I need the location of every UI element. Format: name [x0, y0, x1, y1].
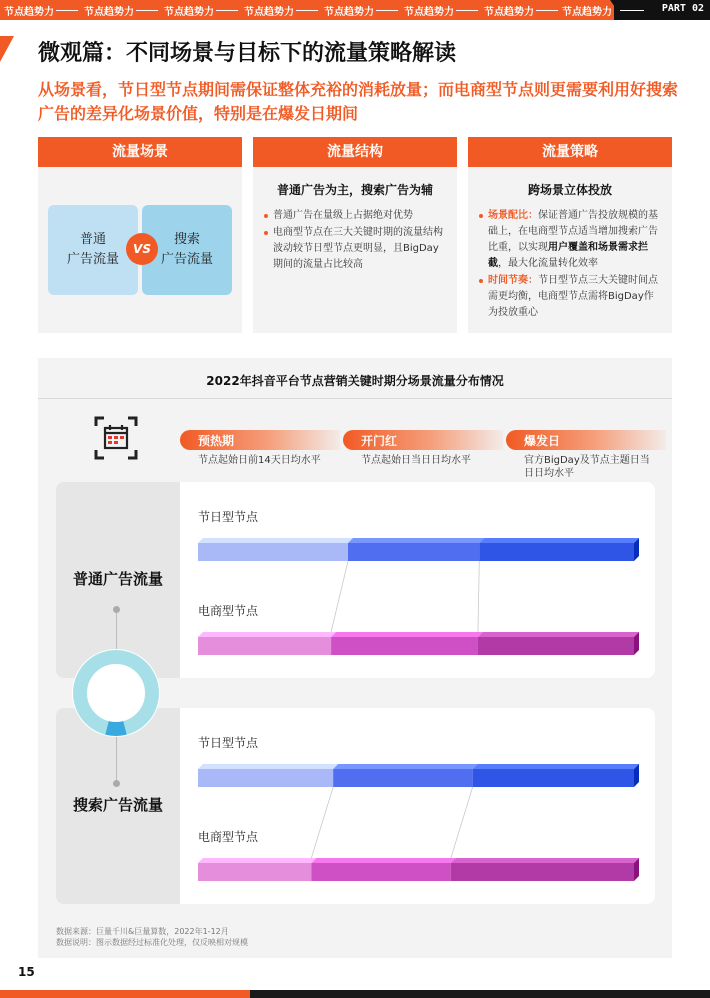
bar-segment [478, 637, 634, 655]
bullet-text: 保证普通广告投放规模的基础上，在电商型节点适当增加搜索广告比重，以实现 [488, 210, 658, 253]
series-label: 节日型节点 [198, 510, 259, 524]
bar-segment-top [331, 632, 483, 637]
group-label-search: 搜索广告流量 [72, 796, 163, 814]
bar-segment [198, 637, 331, 655]
bar-segment-top [333, 764, 478, 769]
tile-normal-ads [48, 205, 138, 295]
panel-subtitle: 跨场景立体投放 [527, 183, 612, 197]
bar-segment-top [473, 764, 639, 769]
banner-brand-4: 节点趋势力 [244, 7, 294, 18]
bar-segment-top [478, 632, 639, 637]
bullet-text: ，最大化流量转化效率 [498, 258, 598, 269]
panel-header: 流量结构 [253, 137, 457, 167]
title-accent-mark [0, 36, 14, 62]
series-label: 节日型节点 [198, 736, 259, 750]
banner-divider [296, 10, 318, 11]
tile-line: 搜索 [173, 232, 200, 247]
panel-traffic-scene [38, 137, 242, 333]
banner-divider [536, 10, 558, 11]
footnote-source: 数据来源：巨量千川&巨量算数，2022年1-12月 [56, 927, 229, 936]
bar-segment-top [198, 858, 316, 863]
bar-segment-top [198, 538, 353, 543]
bottom-bar-dark [250, 990, 710, 998]
banner-brand-8: 节点趋势力 [562, 7, 612, 18]
bar-segment-top [451, 858, 639, 863]
banner-brand-5: 节点趋势力 [324, 7, 374, 18]
banner-divider [456, 10, 478, 11]
bullet-item [478, 273, 662, 321]
ring-segment-highlight [107, 728, 125, 729]
panel-header: 流量策略 [468, 137, 672, 167]
bar-segment-top [479, 538, 639, 543]
tile-line: 广告流量 [160, 252, 213, 267]
bar-segment-top [198, 764, 338, 769]
top-banner [0, 0, 710, 20]
phase-desc: 官方BigDay及节点主题日当日日均水平 [524, 455, 650, 479]
bottom-bar [0, 990, 710, 998]
vs-badge: VS [126, 233, 158, 265]
panel-traffic-strategy [468, 137, 672, 333]
bullet-item: 电商型节点在三大关键时期的流量结构波动较节日型节点更明显，且BigDay期间的流量占比较高 [263, 225, 447, 273]
banner-brand-3: 节点趋势力 [164, 7, 214, 18]
bar-segment [473, 769, 634, 787]
phase-label: 预热期 [198, 434, 235, 448]
chart-container [38, 358, 672, 958]
bullet-list [478, 208, 662, 321]
panel-subtitle: 普通广告为主，搜索广告为辅 [276, 183, 433, 197]
segment-guide-line [478, 561, 479, 632]
bar-segment [333, 769, 473, 787]
series-label: 电商型节点 [198, 830, 259, 844]
bullet-key: 场景配比： [488, 210, 538, 221]
bar-segment [198, 769, 333, 787]
footnote-note: 数据说明：图示数据经过标准化处理，仅反映相对规模 [56, 938, 248, 947]
bullet-text: 节日型节点三大关键时间点需更均衡，电商型节点需将BigDay作为投放重心 [488, 275, 658, 318]
phase-desc: 节点起始日当日日均水平 [361, 455, 471, 466]
bar-segment-top [311, 858, 456, 863]
panel-traffic-structure [253, 137, 457, 333]
part-badge [614, 0, 710, 20]
bar-segment [311, 863, 451, 881]
banner-divider [216, 10, 238, 11]
lead-summary: 从场景看，节日型节点期间需保证整体充裕的消耗放量；而电商型节点则更需要利用好搜索广告的差异化场景价值，特别是在爆发日期间 [38, 80, 679, 123]
banner-brand-2: 节点趋势力 [84, 7, 134, 18]
part-label: PART 02 [661, 3, 704, 14]
bar-segment [348, 543, 479, 561]
banner-divider [376, 10, 398, 11]
panel-header: 流量场景 [38, 137, 242, 167]
bar-segment [451, 863, 634, 881]
bar-segment [479, 543, 634, 561]
bar-segment-top [198, 632, 336, 637]
banner-brand-6: 节点趋势力 [404, 7, 454, 18]
page-title: 微观篇：不同场景与目标下的流量策略解读 [38, 41, 457, 66]
bullet-key: 时间节奏： [488, 275, 538, 286]
group-label-normal: 普通广告流量 [72, 570, 163, 588]
banner-brand-1: 节点趋势力 [4, 7, 54, 18]
bar-chart-svg [38, 358, 672, 958]
series-label: 电商型节点 [198, 604, 259, 618]
bar-segment [331, 637, 478, 655]
tile-line: 广告流量 [66, 252, 119, 267]
page-number: 15 [18, 965, 35, 979]
bullet-list [263, 208, 447, 273]
tile-line: 普通 [79, 232, 106, 247]
bullet-item: 普通广告在量级上占据绝对优势 [263, 208, 447, 224]
part-divider [620, 10, 644, 11]
phase-label: 开门红 [361, 434, 398, 448]
footnote [56, 926, 248, 948]
segment-guide-line [451, 787, 473, 858]
bar-segment-top [348, 538, 484, 543]
banner-divider [136, 10, 158, 11]
banner-divider [56, 10, 78, 11]
banner-brand-7: 节点趋势力 [484, 7, 534, 18]
phase-label: 爆发日 [524, 434, 561, 448]
bar-segment [198, 863, 311, 881]
chart-title: 2022年抖音平台节点营销关键时期分场景流量分布情况 [206, 374, 504, 388]
bullet-item [478, 208, 662, 272]
segment-guide-line [311, 787, 333, 858]
segment-guide-line [331, 561, 348, 632]
bullet-emphasis: 用户覆盖和场景需求拦截 [488, 242, 648, 269]
phase-desc: 节点起始日前14天日均水平 [198, 455, 321, 466]
bar-segment [198, 543, 348, 561]
